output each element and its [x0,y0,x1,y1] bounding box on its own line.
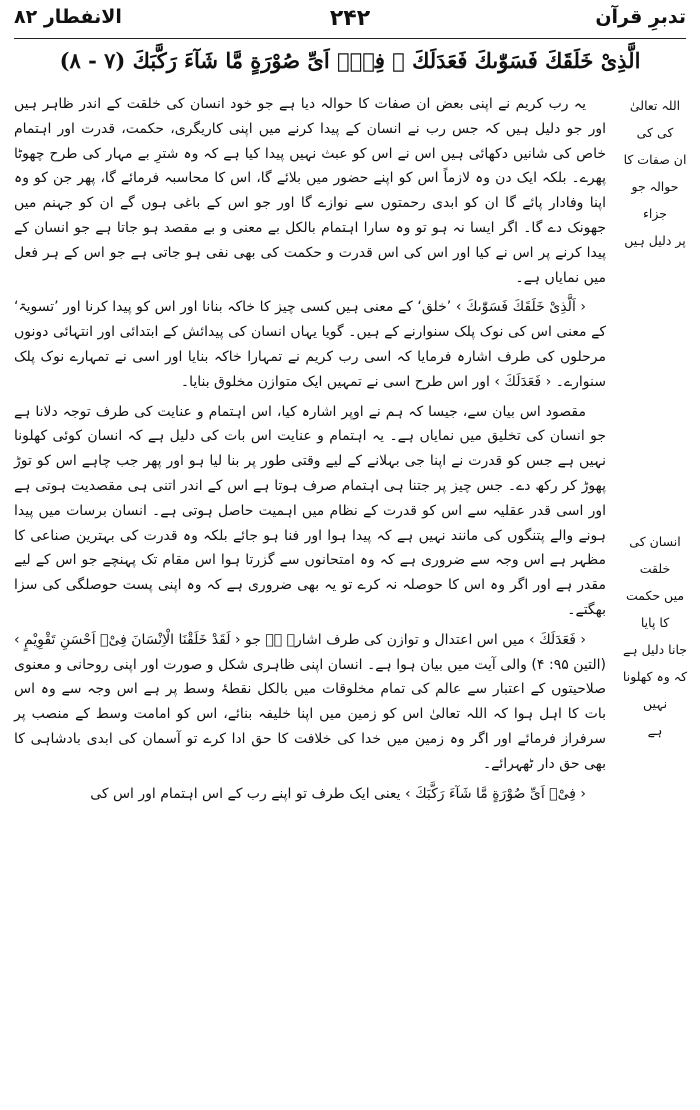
page-header [14,6,686,36]
margin-note-line: جانا دلیل ہے [622,642,688,657]
margin-note-line: پر دلیل ہیں [624,233,686,248]
margin-note-second [620,528,690,744]
paragraph-continuation: ‹ فِیْۤ اَیِّ صُوْرَةٍ مَّا شَآءَ رَكَّبَكَ › یعنی ایک طرف تو اپنے رب کے اس اہتمام اور اس کی [90,785,586,802]
margin-note-line: ان صفات کا [623,152,687,167]
running-title: تدبرِ قرآن [595,6,686,28]
page-number: ۲۴۲ [329,6,371,31]
surah-reference: الانفطار ۸۲ [14,6,122,28]
margin-note-line: میں حکمت کا پایا [625,588,685,630]
margin-note-line: انسان کی خلقت [629,534,681,576]
commentary-body [14,92,606,806]
margin-note-line: ہے [647,723,663,738]
header-divider [14,38,686,39]
margin-note-line: حوالہ جو جزاء [631,179,679,221]
paragraph-divine-attributes: یہ رب کریم نے اپنی بعض ان صفات کا حوالہ دیا ہے جو خود انسان کی خلقت کے اندر ظاہر ہیں اور جو دلیل ہیں کہ جس رب نے انسان کے پیدا کرنے میں اپنی کاریگری، حکمت، قدرت اور اہتمام خاص کی شانیں دکھائی ہیں اس نے اس کو عبث نہیں پیدا کیا ہے کہ وہ شترِ بے مہار کی طرح چھوٹا پھرے۔ بلکہ ایک دن وہ لازماً اس کو اپنے حضور میں بلائے گا، اس کا محاسبہ فرمائے گا، پھر جن کو وہ اپنا وفادار پائے گا ان کو ابدی رحمتوں سے نوازے گا اور جو اس کے باغی ہوں گے ان کو جہنم میں جھونک دے گا۔ اگر ایسا نہ ہو تو وہ سارا اہتمام بالکل بے معنی و بے مقصد ہو جاتا ہے جو انسان کے پیدا کرنے پر اس نے کیا اور اس کی اس قدرت و حکمت کی بھی نفی ہو جاتی ہے جو اس کے ہر فعل میں نمایاں ہے۔ [14,96,606,286]
margin-note-line: کہ وہ کھلونا نہیں [622,669,688,711]
margin-note-first [620,92,690,254]
paragraph-word-meanings: ‹ اَلَّذِیْ خَلَقَكَ فَسَوّٰىكَ › ’خلق‘ کے معنی ہیں کسی چیز کا خاکہ بنانا اور اس کو پیدا کرنا اور ’تسویۃ‘ کے معنی اس کی نوک پلک سنوارنے کے ہیں۔ گویا یہاں انسان کی پیدائش کے ابتدائی اور انتہائی دونوں مرحلوں کی طرف اشارہ فرمایا کہ اسی رب کریم نے تمہارا خاکہ بنایا اور اسی نے تمہارے نوک پلک سنوارے۔ ‹ فَعَدَلَكَ › اور اس طرح اسی نے تمہیں ایک متوازن مخلوق بنایا۔ [14,299,606,390]
quran-verse: الَّذِیْ خَلَقَكَ فَسَوّٰىكَ فَعَدَلَكَ ۙ فِیْۤ اَیِّ صُوْرَةٍ مَّا شَآءَ رَكَّبَكَ (۷ - ۸) [59,48,641,73]
paragraph-human-creation: مقصود اس بیان سے، جیسا کہ ہم نے اوپر اشارہ کیا، اس اہتمام و عنایت کی طرف توجہ دلانا ہے جو انسان کی تخلیق میں نمایاں ہے۔ یہ اہتمام و عنایت اس بات کی دلیل ہے کہ انسان کوئی کھلونا نہیں ہے جس کو قدرت نے اپنا جی بہلانے کے لیے وقتی طور پر بنا لیا ہو اور پھر جب چاہے اس کو توڑ پھوڑ کر رکھ دے۔ جس چیز پر جتنا ہی اہتمام صرف ہوتا ہے اس کے اندر اتنی ہی مقصدیت ہوتی ہے اور اسی قدر عقلیہ سے اس کو قدرت کے نظام میں اہمیت حاصل ہوتی ہے۔ انسان برسات میں پیدا ہونے والے پتنگوں کی مانند نہیں ہے کہ پیدا ہوا اور فنا ہو جائے بلکہ وہ قدرت کی بہترین صناعی کا مظہر ہے اس وجہ سے ضروری ہے کہ وہ امتحانوں سے گزرتا ہوا اس مقام تک پہنچے جو اس کے لیے مقدر ہے اور اگر وہ اس کا حوصلہ نہ کرے تو یہ بھی ضروری ہے کہ وہ اپنی پست حوصلگی کی سزا بھگتے۔ [14,403,606,618]
margin-note-line: اللہ تعالیٰ کی کی [629,98,681,140]
paragraph-balance: ‹ فَعَدَلَكَ › میں اس اعتدال و توازن کی طرف اشارہ ہے جو ‹ لَقَدْ خَلَقْنَا الْاِنْسَانَ فِیْۤ اَحْسَنِ تَقْوِیْمٍ › (التین ۹۵: ۴) والی آیت میں بیان ہوا ہے۔ انسان اپنی ظاہری شکل و صورت اور اپنی روحانی و معنوی صلاحیتوں کے اعتبار سے عالم کی تمام مخلوقات میں بالکل نقطۂ وسط پر ہے اس وجہ سے وہ اس بات کا اہل ہوا کہ اللہ تعالیٰ اس کو زمین میں اپنا خلیفہ بنائے، اس کو امامت وسط کے منصب پر سرفراز فرمائے اور اگر وہ زمین میں خدا کی خلافت کا حق ادا کرے تو آسمان کی ابدی بادشاہی کا بھی حق دار ٹھہرائے۔ [13,631,606,772]
